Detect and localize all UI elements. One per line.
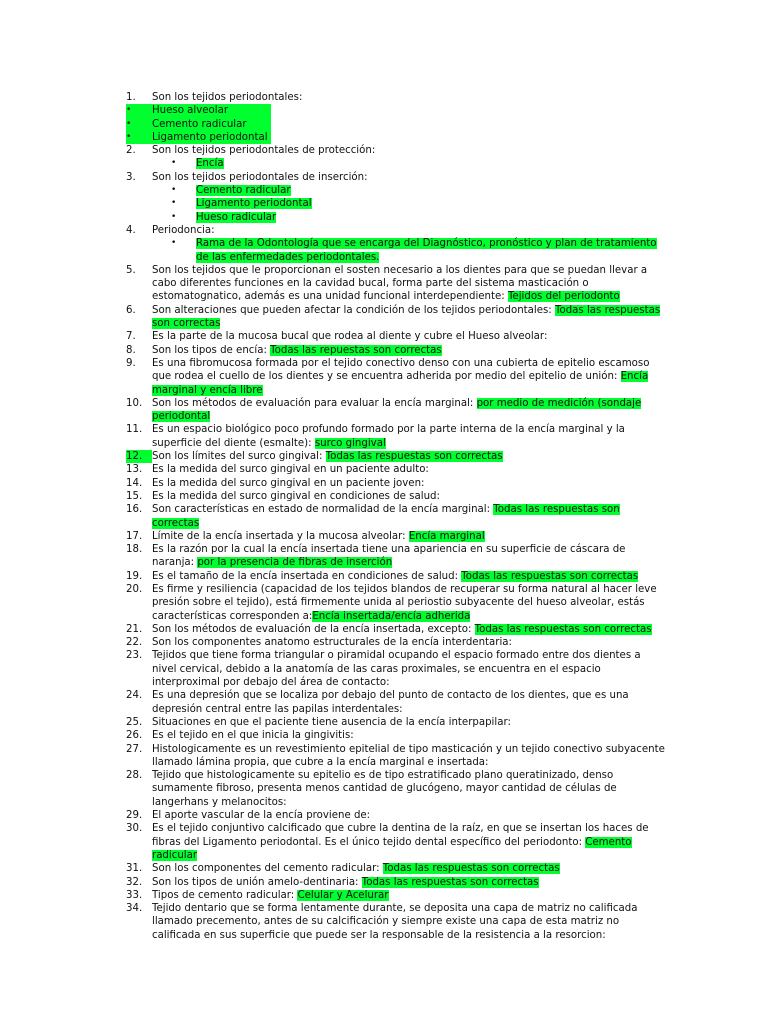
question-text [152, 902, 666, 942]
question-item [126, 397, 666, 424]
question-number: 27. [126, 743, 143, 755]
highlighted-answer: Todas las respuestas son correctas [461, 570, 639, 582]
question-text [152, 304, 666, 331]
question-text [152, 423, 666, 450]
item-text [196, 237, 666, 264]
highlighted-answer: Todas las repuestas son correctas [270, 344, 442, 356]
question-number: 13. [126, 464, 143, 476]
question-text [152, 716, 666, 729]
question-number: 26. [126, 730, 143, 742]
highlighted-answer: surco gingival [314, 437, 386, 449]
question-text [152, 583, 666, 623]
question-number: 15. [126, 490, 143, 502]
question-number: 3. [126, 171, 136, 183]
question-prompt: Histologicamente es un revestimiento epitelial de tipo masticación y un tejido conectivo subyacente llamado lámina propia, que cubre a la encía marginal e insertada: [152, 743, 665, 768]
question-text [152, 397, 666, 424]
question-number: 18. [126, 544, 143, 556]
item-text [196, 157, 666, 170]
question-item [126, 304, 666, 331]
question-item [126, 689, 666, 716]
question-prompt: Es la medida del surco gingival en condiciones de salud: [152, 490, 440, 502]
question-prompt: Tipos de cemento radicular: [152, 889, 298, 901]
question-text [152, 490, 666, 503]
question-item [126, 729, 666, 742]
question-prompt: Es la medida del surco gingival en un paciente adulto: [152, 464, 429, 476]
question-prompt: Tejido que histologicamente su epitelio es de tipo estratificado plano queratinizado, denso sumamente fibroso, presenta menos cantidad de glucógeno, mayor cantidad de células de langerhans y melanocitos: [152, 770, 617, 808]
question-text [152, 649, 666, 689]
question-text [152, 743, 666, 770]
question-text [152, 689, 666, 716]
question-text [152, 530, 666, 543]
question-prompt: Son los tejidos periodontales de protección: [152, 145, 376, 157]
highlighted-answer: Hueso radicular [196, 211, 277, 223]
question-item [126, 450, 666, 463]
question-item [126, 862, 666, 875]
question-list [126, 91, 666, 942]
highlighted-answer: Encía marginal [408, 530, 485, 542]
question-item [126, 649, 666, 689]
highlighted-answer: Encía [196, 158, 224, 170]
question-number: 5. [126, 264, 136, 276]
question-number: 29. [126, 810, 143, 822]
question-prompt: Son los tejidos que le proporcionan el sosten necesario a los dientes para que se puedan llevar a cabo diferentes funciones en la cavidad bucal, forma parte del sistema masticación o estomatognatico, además es una unidad funcional interdependiente: [152, 264, 648, 303]
sub-bullet-item [126, 157, 666, 170]
question-text [152, 144, 666, 157]
question-number: 14. [126, 477, 143, 489]
item-text [196, 184, 666, 197]
question-prompt: Es la razón por la cual la encía insertada tiene una apariencia en su superficie de cáscara de naranja: [152, 544, 626, 569]
question-text [152, 450, 666, 463]
highlighted-answer: por la presencia de fibras de inserción [197, 557, 393, 569]
question-number: 12. [126, 450, 152, 463]
question-number: 8. [126, 344, 136, 356]
question-item [126, 344, 666, 357]
sub-bullet-item [126, 211, 666, 224]
bullet-icon: • [126, 131, 132, 142]
question-prompt: Es la parte de la mucosa bucal que rodea al diente y cubre el Hueso alveolar: [152, 331, 548, 343]
question-text [152, 264, 666, 304]
highlighted-answer: Todas las respuestas son correctas [152, 304, 661, 330]
highlighted-answer: por medio de medición (sondaje periodontal [152, 397, 642, 423]
question-item [126, 623, 666, 636]
bullet-icon: • [171, 185, 177, 196]
question-number: 24. [126, 690, 143, 702]
question-text [152, 570, 666, 583]
question-item [126, 716, 666, 729]
question-number: 30. [126, 823, 143, 835]
question-number: 21. [126, 623, 143, 635]
question-prompt: Tejidos que tiene forma triangular o piramidal ocupando el espacio formado entre dos dientes a nivel cervical, debido a la anatomía de las caras proximales, se encuentra en el espacio interproximal por debajo del área de contacto: [152, 650, 641, 689]
question-prompt: Son los métodos de evaluación para evaluar la encía marginal: [152, 397, 477, 409]
highlighted-answer: Hueso alveolar [152, 105, 229, 117]
question-number: 25. [126, 716, 143, 728]
highlighted-answer: Cemento radicular [152, 118, 247, 130]
question-text [152, 224, 666, 237]
question-prompt: Límite de la encía insertada y la mucosa alveolar: [152, 530, 409, 542]
question-prompt: Es una depresión que se localiza por debajo del punto de contacto de los dientes, que es una depresión central entre las papilas interdentales: [152, 690, 629, 715]
question-prompt: Son características en estado de normalidad de la encía marginal: [152, 504, 494, 516]
question-text [152, 889, 666, 902]
question-prompt: Son los componentes del cemento radicular: [152, 863, 383, 875]
question-prompt: Son los componentes anatomo estructurales de la encía interdentaria: [152, 637, 512, 649]
question-item [126, 743, 666, 770]
bullet-item [126, 104, 271, 117]
question-text [152, 503, 666, 530]
bullet-icon: • [126, 105, 132, 116]
highlighted-answer: Rama de la Odontología que se encarga del Diagnóstico, pronóstico y plan de tratamiento de las enfermedades periodontales. [196, 238, 657, 263]
question-text [152, 543, 666, 570]
bullet-item [126, 131, 271, 144]
sub-bullet-item [126, 197, 666, 210]
question-text [152, 729, 666, 742]
question-text [152, 623, 666, 636]
question-item [126, 463, 666, 476]
question-prompt: Son los métodos de evaluación de la encía insertada, excepto: [152, 623, 475, 635]
question-prompt: Son los tipos de unión amelo-dentinaria: [152, 876, 362, 888]
highlighted-answer: Todas las respuestas son correctas [382, 863, 560, 875]
question-text [152, 344, 666, 357]
question-text [152, 171, 666, 184]
question-number: 34. [126, 903, 143, 915]
question-item [126, 144, 666, 157]
question-prompt: Es una fibromucosa formada por el tejido conectivo denso con una cubierta de epitelio escamoso que rodea el cuello de los dientes y se encuentra adherida por medio del epitelio de unión: [152, 357, 650, 383]
question-prompt: Situaciones en que el paciente tiene ausencia de la encía interpapilar: [152, 716, 511, 728]
highlighted-answer: Todas las respuestas son correctas [152, 504, 620, 529]
question-text [152, 463, 666, 476]
question-prompt: Es un espacio biológico poco profundo formado por la parte interna de la encía marginal y la superficie del diente (esmalte): [152, 424, 625, 449]
highlighted-answer: Encía insertada/encía adherida [312, 610, 471, 622]
highlighted-answer: Todas las respuestas son correctas [325, 451, 503, 463]
question-number: 23. [126, 650, 143, 662]
question-number: 10. [126, 397, 143, 409]
question-item [126, 357, 666, 397]
highlighted-answer: Tejidos del periodonto [507, 291, 620, 303]
item-text [196, 197, 666, 210]
question-prompt: Son los tejidos periodontales: [152, 92, 303, 103]
bullet-item [126, 118, 271, 131]
question-number: 19. [126, 570, 143, 582]
bullet-icon: • [171, 158, 177, 169]
question-item [126, 809, 666, 822]
highlighted-answer: Ligamento periodontal [152, 131, 268, 143]
highlighted-answer: Celular y Acelurar [297, 889, 389, 901]
question-text [152, 822, 666, 862]
question-prompt: Periodoncia: [152, 224, 215, 236]
question-item [126, 91, 666, 104]
highlighted-answer: Encía marginal y encía libre [152, 371, 649, 396]
highlighted-answer: Todas las respuestas son correctas [474, 623, 652, 635]
question-number: 6. [126, 304, 136, 316]
highlighted-answer: Ligamento periodontal [196, 198, 312, 210]
bullet-icon: • [171, 238, 177, 249]
question-text [152, 477, 666, 490]
highlighted-answer: Todas las respuestas son correctas [361, 876, 539, 888]
question-text [152, 809, 666, 822]
question-prompt: Es el tejido conjuntivo calcificado que cubre la dentina de la raíz, en que se insertan los haces de fibras del Ligamento periodontal. Es el único tejido dental específico del periodonto: [152, 823, 649, 848]
question-number: 7. [126, 331, 136, 343]
question-item [126, 171, 666, 184]
item-text [196, 211, 666, 224]
highlighted-answer: Cemento radicular [152, 836, 632, 861]
question-number: 31. [126, 863, 143, 875]
question-item [126, 503, 666, 530]
question-item [126, 224, 666, 237]
bullet-icon: • [171, 198, 177, 209]
question-number: 28. [126, 770, 143, 782]
question-prompt: Son los tejidos periodontales de inserción: [152, 171, 368, 183]
question-prompt: Es el tejido en el que inicia la gingivitis: [152, 730, 354, 742]
question-number: 9. [126, 357, 136, 369]
sub-bullet-item [126, 184, 666, 197]
question-number: 2. [126, 145, 136, 157]
question-prompt: Son los límites del surco gingival: [152, 451, 326, 463]
question-prompt: Es firme y resiliencia (capacidad de los tejidos blandos de recuperar su forma natural al hacer leve presión sobre el tejido), está firmemente unida al periostio subyacente del hueso alveolar, estás características corresponden a: [152, 583, 657, 622]
question-prompt: Son los tipos de encía: [152, 344, 271, 356]
question-number: 4. [126, 224, 136, 236]
question-number: 17. [126, 530, 143, 542]
question-number: 32. [126, 876, 143, 888]
question-item [126, 530, 666, 543]
question-item [126, 330, 666, 343]
question-item [126, 477, 666, 490]
question-number: 16. [126, 504, 143, 516]
question-text [152, 862, 666, 875]
question-item [126, 902, 666, 942]
question-text [152, 357, 666, 397]
question-number: 11. [126, 424, 143, 436]
bullet-icon: • [126, 118, 132, 129]
question-prompt: Tejido dentario que se forma lentamente durante, se deposita una capa de matriz no calificada llamado precemento, antes de su calcificación y siempre existe una capa de esta matriz no calificada en sus superficie que puede ser la responsable de la resistencia a la resorcion: [152, 903, 638, 941]
question-item [126, 876, 666, 889]
highlighted-answer: Cemento radicular [196, 185, 291, 197]
question-item [126, 570, 666, 583]
question-text [152, 91, 666, 104]
question-prompt: Es la medida del surco gingival en un paciente joven: [152, 477, 425, 489]
question-item [126, 583, 666, 623]
question-item [126, 889, 666, 902]
question-item [126, 822, 666, 862]
question-item [126, 490, 666, 503]
question-text [152, 330, 666, 343]
question-prompt: El aporte vascular de la encía proviene de: [152, 810, 371, 822]
question-number: 22. [126, 637, 143, 649]
question-item [126, 423, 666, 450]
question-text [152, 876, 666, 889]
question-text [152, 769, 666, 809]
sub-bullet-item [126, 237, 666, 264]
question-item [126, 264, 666, 304]
question-item [126, 543, 666, 570]
bullet-icon: • [171, 211, 177, 222]
question-number: 1. [126, 92, 136, 103]
question-item [126, 769, 666, 809]
question-number: 20. [126, 583, 143, 595]
question-prompt: Son alteraciones que pueden afectar la condición de los tejidos periodontales: [152, 304, 555, 316]
question-item [126, 636, 666, 649]
question-text [152, 636, 666, 649]
question-number: 33. [126, 889, 143, 901]
question-prompt: Es el tamaño de la encía insertada en condiciones de salud: [152, 570, 462, 582]
